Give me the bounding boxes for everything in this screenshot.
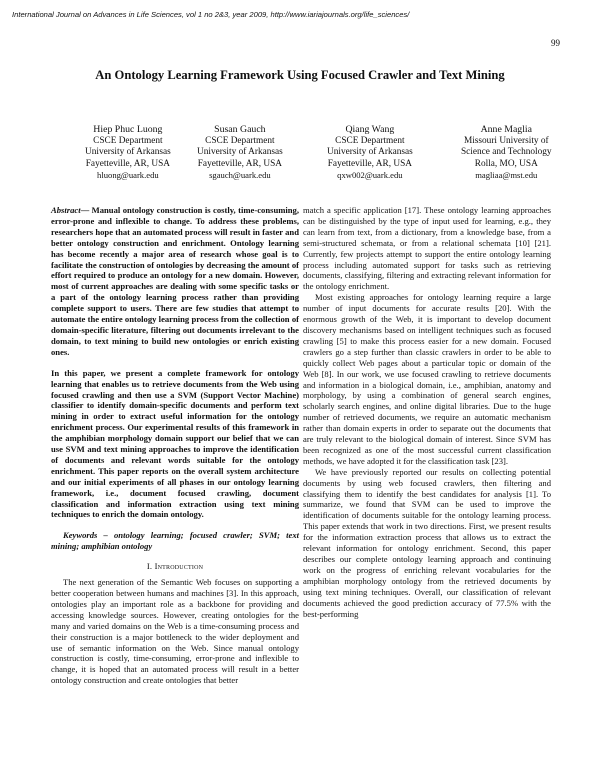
author-dept: CSCE Department <box>335 135 405 146</box>
abstract-text-1: — Manual ontology construction is costly, time-consuming, error-prone and inflexible to change. To address these problems, researchers hope that an automated process will result in faster and better ontology construction and enrichment. Ontology learning has become recently a major area of research whose goal is to facilitate the construction of ontologies by decreasing the amount of effort required to produce an ontology for a new domain. However, most of current approaches are dealing with some specific tasks or a part of the ontology learning process rather than providing complete support to users. There are few studies that attempt to automate the entire ontology learning process from the collection of domain-specific literature, filtering out documents irrelevant to the domain, to text mining to build new ontologies or enrich existing ones. <box>51 205 299 357</box>
page-number: 99 <box>551 38 560 48</box>
right-column <box>303 205 551 619</box>
author-dept: CSCE Department <box>205 135 275 146</box>
author-city: Rolla, MO, USA <box>474 158 538 169</box>
paper-title: An Ontology Learning Framework Using Focused Crawler and Text Mining <box>95 68 505 82</box>
body-paragraph-1: match a specific application [17]. These ontology learning approaches can be distinguished by the type of input used for learning, e.g., they can learn from text, from a dictionary, from a knowledge base, from a semi-structured schemata, or from a relational schemata [10] [21]. Currently, few projects attempt to support the entire ontology learning process including automated support for tasks such as retrieving documents, classifying, filtering and extracting relevant information for the ontology enrichment. <box>303 205 551 292</box>
author-block-4 <box>461 124 552 182</box>
author-name: Anne Maglia <box>480 124 532 135</box>
author-block-3 <box>327 124 413 182</box>
abstract-paragraph-2: In this paper, we present a complete framework for ontology learning that enables us to retrieve documents from the Web using focused crawling and then use a SVM (Support Vector Machine) classifier to identify domain-specific documents and perform text mining in order to extract useful information for the ontology enrichment process. Our experimental results of this framework in the amphibian morphology domain support our belief that we can use SVM and text mining approaches to improve the identification of documents and relevant words suitable for the ontology enrichment. This paper reports on the overall system architecture and our initial experiments of all phases in our ontology learning framework, i.e., document focused crawling, document classification and information extraction using text mining techniques to enrich the domain ontology. <box>51 367 299 520</box>
author-email: magliaa@mst.edu <box>475 170 538 180</box>
author-block-2 <box>197 124 283 182</box>
abstract-label: Abstract <box>51 205 81 215</box>
author-name: Qiang Wang <box>345 124 395 135</box>
author-org: University of Arkansas <box>197 147 283 157</box>
left-column <box>51 205 299 686</box>
author-city: Fayetteville, AR, USA <box>327 158 412 169</box>
author-org: University of Arkansas <box>85 147 171 157</box>
author-org: Science and Technology <box>461 147 552 157</box>
journal-header: International Journal on Advances in Life Sciences, vol 1 no 2&3, year 2009, http://www.iariajournals.org/life_sciences/ <box>12 10 410 19</box>
author-org: University of Arkansas <box>327 147 413 157</box>
author-email: hluong@uark.edu <box>97 170 159 180</box>
author-name: Hiep Phuc Luong <box>93 124 163 135</box>
intro-paragraph-1: The next generation of the Semantic Web focuses on supporting a better cooperation between humans and machines [3]. In this approach, ontologies play an important role as a backbone for providing and accessing knowledge sources. However, creating ontologies for the many and varied domains on the Web is a time-consuming process and their construction is a major bottleneck to the wider deployment and use of semantic information on the Web. Since manual ontology construction is costly, time-consuming, error-prone and inflexible to change, it is hoped that an automated process will result in a better ontology construction and create ontologies that better <box>51 577 299 686</box>
author-email: sgauch@uark.edu <box>209 170 271 180</box>
author-dept: CSCE Department <box>93 135 163 146</box>
author-block-1 <box>85 124 171 182</box>
abstract-paragraph-1 <box>51 205 299 358</box>
author-name: Susan Gauch <box>214 124 266 135</box>
author-email: qxw002@uark.edu <box>337 170 403 180</box>
body-paragraph-2: Most existing approaches for ontology learning require a large number of input documents for accurate results [20]. With the enormous growth of the Web, it is important to develop document discovery mechanisms based on intelligent techniques such as focused crawling [5] to make this process easier for a new domain. Focused crawlers go a step further than classic crawlers in order to be able to quickly collect Web pages about a particular topic or domain of the Web [8]. In our work, we use focused crawling to retrieve documents and information in a biological domain, i.e., amphibian, anatomy and morphology, by using a combination of general search engines, scholarly search engines, and online digital libraries. Due to the huge number of retrieved documents, we require an automatic mechanism rather than domain experts in order to separate out the documents that are truly relevant to the biological domain of interest. Since SVM has been recognized as one of the most successful current classification methods, we have adopted it for the classification task [23]. <box>303 292 551 466</box>
body-paragraph-3: We have previously reported our results on collecting potential documents by using web focused crawlers, then filtering and classifying them to identify the best candidates for analysis [1]. To summarize, we found that SVM can be used to improve the identification of documents suitable for the ontology learning process. This paper extends that work in two directions. First, we present results for the information extraction process that allows us to extract the relevant information for ontology enrichment. Second, this paper describes our complete ontology learning approach and continuing work on the progress of enriching relevant vocabularies for the amphibian morphology ontology from the retrieved documents by using text mining techniques. Overall, our classification of relevant documents achieved the good prediction accuracy of 77.5% with the best-performing <box>303 466 551 619</box>
author-city: Fayetteville, AR, USA <box>85 158 170 169</box>
author-dept: Missouri University of <box>463 135 549 146</box>
section-heading: I. Introduction <box>146 561 204 572</box>
author-city: Fayetteville, AR, USA <box>197 158 282 169</box>
keywords: Keywords – ontology learning; focused crawler; SVM; text mining; amphibian ontology <box>51 530 299 552</box>
